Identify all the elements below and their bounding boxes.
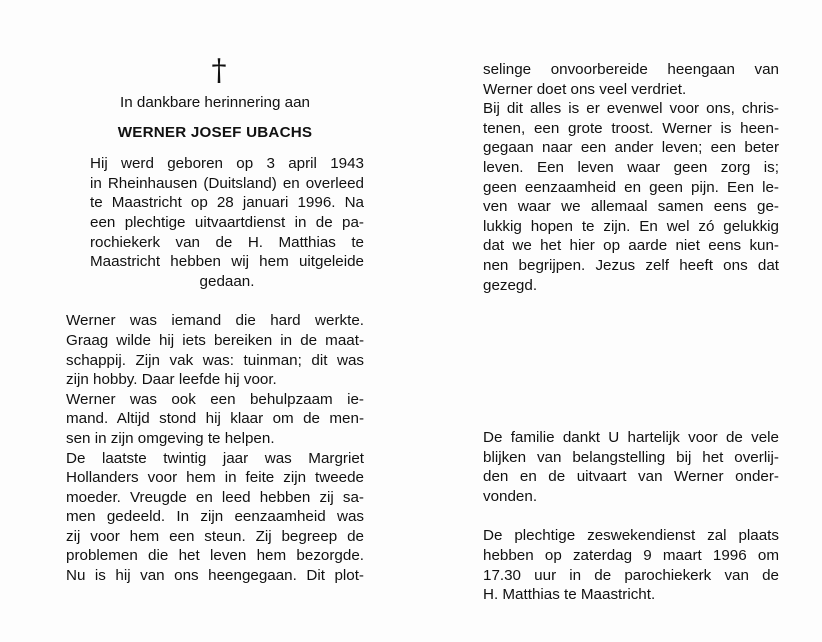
body-line: Graag wilde hij iets bereiken in de maat- — [66, 331, 364, 349]
body-line: zij voor hem een steun. Zij begreep de — [66, 527, 364, 545]
intro-line: Hij werd geboren op 3 april 1943 — [90, 155, 364, 173]
service-line: hebben op zaterdag 9 maart 1996 om — [483, 546, 779, 564]
body-paragraph — [66, 311, 364, 585]
body-line: mand. Altijd stond hij klaar om de men- — [66, 410, 364, 428]
body-line: Werner was ook een behulpzaam ie- — [66, 390, 364, 408]
continuation-line: tenen, een grote troost. Werner is heen- — [483, 119, 779, 137]
continuation-line: nen begrijpen. Jezus zelf heeft ons dat — [483, 256, 779, 274]
deceased-name: WERNER JOSEF UBACHS — [117, 123, 313, 141]
intro-line: in Rheinhausen (Duitsland) en overleed — [90, 174, 364, 192]
thanks-line: De familie dankt U hartelijk voor de vele — [483, 429, 779, 446]
body-line: Hollanders voor hem in feite zijn tweede — [66, 469, 364, 487]
body-line: schappij. Zijn vak was: tuinman; dit was — [66, 351, 364, 369]
body-line: De laatste twintig jaar was Margriet — [66, 449, 364, 467]
service-line: De plechtige zeswekendienst zal plaats — [483, 527, 779, 545]
right-column — [483, 60, 779, 295]
left-column — [66, 53, 364, 586]
body-line: Werner was iemand die hard werkte. — [66, 312, 364, 330]
body-line: zijn hobby. Daar leefde hij voor. — [66, 371, 277, 389]
thanks-paragraph — [483, 428, 779, 506]
body-line: moeder. Vreugde en leed hebben zij sa- — [66, 488, 364, 506]
continuation-paragraph — [483, 60, 779, 295]
continuation-line: leven. Een leven waar geen zorg is; — [483, 158, 779, 176]
continuation-line: geen eenzaamheid en geen pijn. Een le- — [483, 178, 779, 196]
continuation-line: selinge onvoorbereide heengaan van — [483, 61, 779, 78]
cross-icon: † — [211, 53, 227, 88]
dedication-text: In dankbare herinnering aan — [120, 94, 310, 111]
continuation-line: Bij dit alles is er evenwel voor ons, chris- — [483, 100, 779, 118]
closing-section — [483, 428, 779, 605]
intro-line: te Maastricht op 28 januari 1996. Na — [90, 194, 364, 212]
service-line: 17.30 uur in de parochiekerk van de — [483, 566, 779, 584]
body-line: problemen die het leven hem bezorgde. — [66, 547, 364, 565]
thanks-line: vonden. — [483, 487, 538, 505]
continuation-line: dat we het hier op aarde niet eens kun- — [483, 237, 779, 255]
body-line: Nu is hij van ons heengegaan. Dit plot- — [66, 567, 364, 585]
service-paragraph — [483, 526, 779, 604]
service-line: H. Matthias te Maastricht. — [483, 586, 656, 604]
continuation-line: Werner doet ons veel verdriet. — [483, 80, 687, 98]
body-line: sen in zijn omgeving te helpen. — [66, 429, 275, 447]
intro-line: rochiekerk van de H. Matthias te — [90, 233, 364, 251]
intro-line: Maastricht hebben wij hem uitgeleide — [90, 253, 364, 271]
body-line: men gedeeld. In zijn eenzaamheid was — [66, 508, 364, 526]
continuation-line: gezegd. — [483, 276, 538, 294]
continuation-line: lukkig hopen te zijn. En wel zó gelukkig — [483, 217, 779, 235]
intro-line: gedaan. — [199, 272, 255, 290]
intro-line: een plechtige uitvaartdienst in de pa- — [90, 213, 364, 231]
thanks-line: den en de uitvaart van Werner onder- — [483, 468, 779, 486]
continuation-line: ven waar we allemaal samen eens ge- — [483, 198, 779, 216]
continuation-line: gegaan naar een ander leven; een beter — [483, 139, 779, 157]
intro-paragraph — [66, 154, 364, 291]
thanks-line: blijken van belangstelling bij het overlij- — [483, 448, 779, 466]
